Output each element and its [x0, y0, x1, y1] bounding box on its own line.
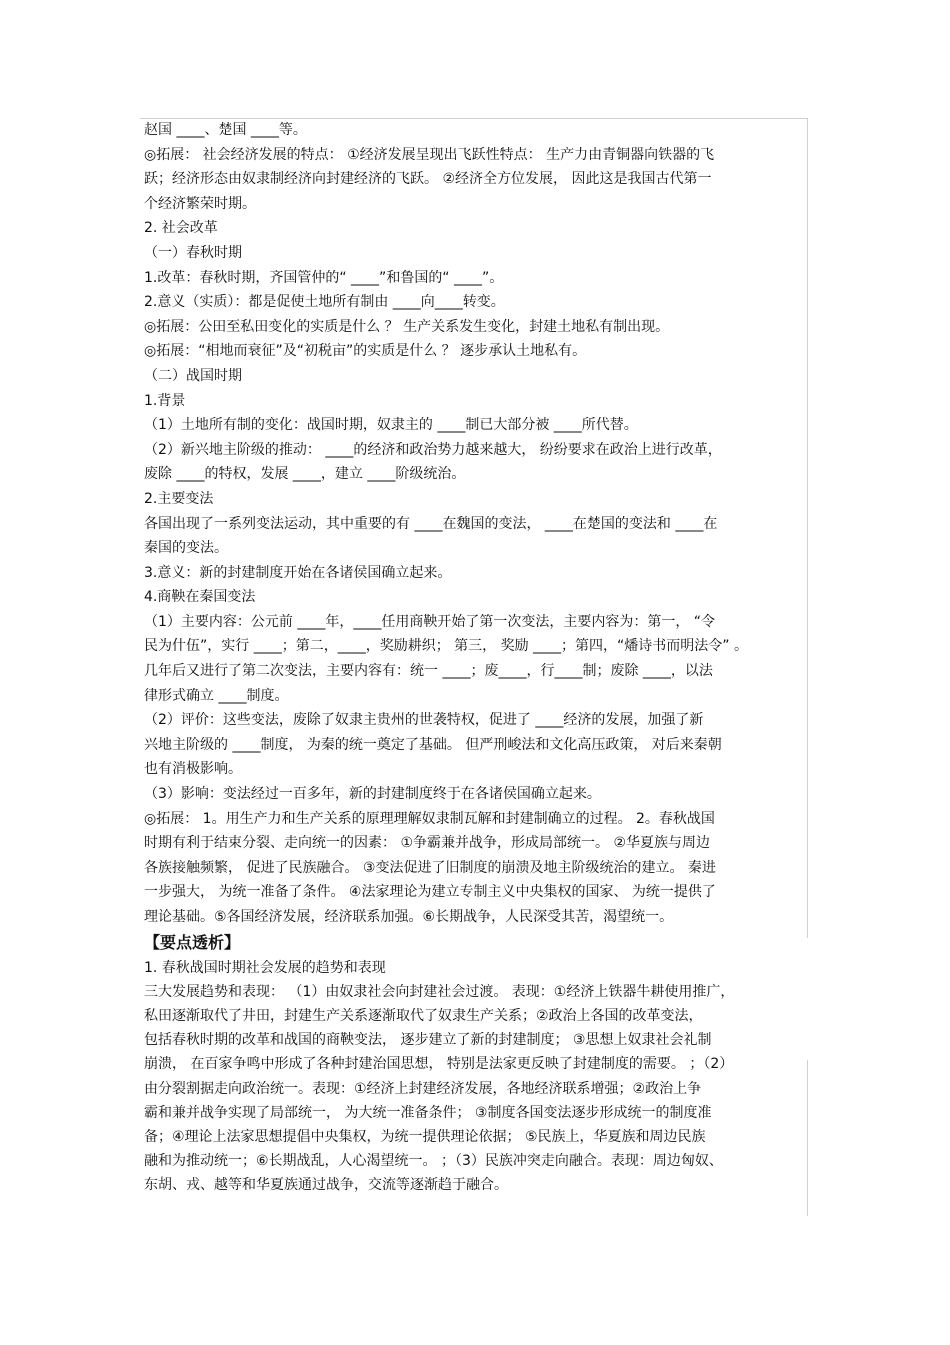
text-line: 跃；经济形态由奴隶制经济向封建经济的飞跃。 ②经济全方位发展， 因此这是我国古代第一: [144, 171, 712, 188]
subsection-heading: （一）春秋时期: [144, 244, 242, 261]
text-line: ◎拓展：“相地而衰征”及“初税亩”的实质是什么 ？ 逐步承认土地私有。: [144, 343, 587, 360]
text-line: 2.主要变法: [144, 490, 214, 507]
text-line: 备；④理论上法家思想提倡中央集权，为统一提供理论依据； ⑤民族上，华夏族和周边民族: [144, 1128, 706, 1145]
text-line: 几年后又进行了第二次变法，主要内容有：统一 ____；废____，行____制；废除 ____，以法: [144, 663, 713, 680]
text-line: 融和为推动统一；⑥长期战乱，人心渴望统一。 ；（3）民族冲突走向融合。表现：周边匈奴、: [144, 1153, 723, 1170]
key-points-heading: 【要点透析】: [144, 932, 241, 952]
text-line: 1. 春秋战国时期社会发展的趋势和表现: [144, 959, 386, 976]
text-line: 秦国的变法。: [144, 540, 228, 557]
text-line: 由分裂割据走向政治统一。表现：①经济上封建经济发展，各地经济联系增强；②政治上争: [144, 1080, 702, 1097]
text-line: 三大发展趋势和表现： （1）由奴隶社会向封建社会过渡。 表现：①经济上铁器牛耕使用推广，: [144, 983, 735, 1000]
frame-right-border: [807, 118, 808, 938]
text-line: 1.背景: [144, 392, 186, 409]
text-line: （3）影响：变法经过一百多年，新的封建制度终于在各诸侯国确立起来。: [144, 786, 601, 803]
text-line: 赵国 ____、楚国 ____等。: [144, 122, 307, 138]
text-line: 废除 ____的特权，发展 ____，建立 ____阶级统治。: [144, 466, 466, 483]
text-line: 民为什伍”，实行 ____；第二，____，奖励耕织； 第三， 奖励 ____；第四，“燔诗书而明法令” 。: [144, 638, 749, 655]
text-line: 也有消极影响。: [144, 761, 242, 778]
text-line: 1.改革：春秋时期，齐国管仲的“ ____”和鲁国的“ ____”。: [144, 269, 504, 286]
text-line: 各族接触频繁， 促进了民族融合。 ③变法促进了旧制度的崩溃及地主阶级统治的建立。 秦进: [144, 859, 716, 876]
text-line: ◎拓展：公田至私田变化的实质是什么 ？ 生产关系发生变化，封建土地私有制出现。: [144, 318, 670, 335]
text-line: ◎拓展： 社会经济发展的特点： ①经济发展呈现出飞跃性特点： 生产力由青铜器向铁器的飞: [144, 146, 715, 163]
text-line: 兴地主阶级的 ____制度， 为秦的统一奠定了基础。 但严刑峻法和文化高压政策， 对后来秦朝: [144, 736, 722, 753]
document-body: [144, 118, 806, 1197]
text-line: 个经济繁荣时期。: [144, 195, 256, 212]
text-line: 东胡、戎、越等和华夏族通过战争，交流等逐渐趋于融合。: [144, 1177, 508, 1194]
text-line: 理论基础。⑤各国经济发展，经济联系加强。⑥长期战争，人民深受其苦，渴望统一。: [144, 909, 674, 925]
text-line: 一步强大， 为统一准备了条件。 ④法家理论为建立专制主义中央集权的国家、 为统一提供了: [144, 884, 716, 901]
section-key-points: [144, 956, 806, 1198]
text-line: 私田逐渐取代了井田，封建生产关系逐渐取代了奴隶生产关系；②政治上各国的改革变法，: [144, 1007, 703, 1024]
text-line: 霸和兼并战争实现了局部统一， 为大统一准备条件； ③制度各国变法逐步形成统一的制度准: [144, 1104, 712, 1121]
text-line: 时期有利于结束分裂、走向统一的因素： ①争霸兼并战争，形成局部统一。 ②华夏族与周边: [144, 835, 710, 852]
text-line: （1）主要内容：公元前 ____年，____任用商鞅开始了第一次变法，主要内容为：第一， “令: [144, 613, 716, 630]
text-line: 各国出现了一系列变法运动，其中重要的有 ____在魏国的变法， ____在楚国的变法和 ____在: [144, 515, 718, 532]
subsection-heading: （二）战国时期: [144, 367, 242, 384]
text-line: 崩溃， 在百家争鸣中形成了各种封建治国思想， 特别是法家更反映了封建制度的需要。 ；（2）: [144, 1056, 734, 1073]
section-social-reform: [144, 118, 806, 930]
section-heading: 2. 社会改革: [144, 220, 218, 237]
text-line: （2）新兴地主阶级的推动： ____的经济和政治势力越来越大， 纷纷要求在政治上进行改革，: [144, 441, 722, 458]
text-line: 2.意义（实质）：都是促使土地所有制由 ____向____转变。: [144, 294, 505, 311]
frame-right-border-lower: [807, 1060, 808, 1216]
text-line: 4.商鞅在秦国变法: [144, 589, 256, 606]
text-line: 律形式确立 ____制度。: [144, 687, 289, 704]
text-line: ◎拓展： 1。用生产力和生产关系的原理理解奴隶制瓦解和封建制确立的过程。 2。春秋战国: [144, 810, 715, 827]
text-line: 3.意义：新的封建制度开始在各诸侯国确立起来。: [144, 564, 452, 581]
text-line: （1）土地所有制的变化：战国时期，奴隶主的 ____制已大部分被 ____所代替。: [144, 417, 638, 434]
text-line: （2）评价：这些变法，废除了奴隶主贵州的世袭特权，促进了 ____经济的发展，加强了新: [144, 712, 704, 729]
text-line: 包括春秋时期的改革和战国的商鞅变法， 逐步建立了新的封建制度； ③思想上奴隶社会礼制: [144, 1032, 712, 1049]
